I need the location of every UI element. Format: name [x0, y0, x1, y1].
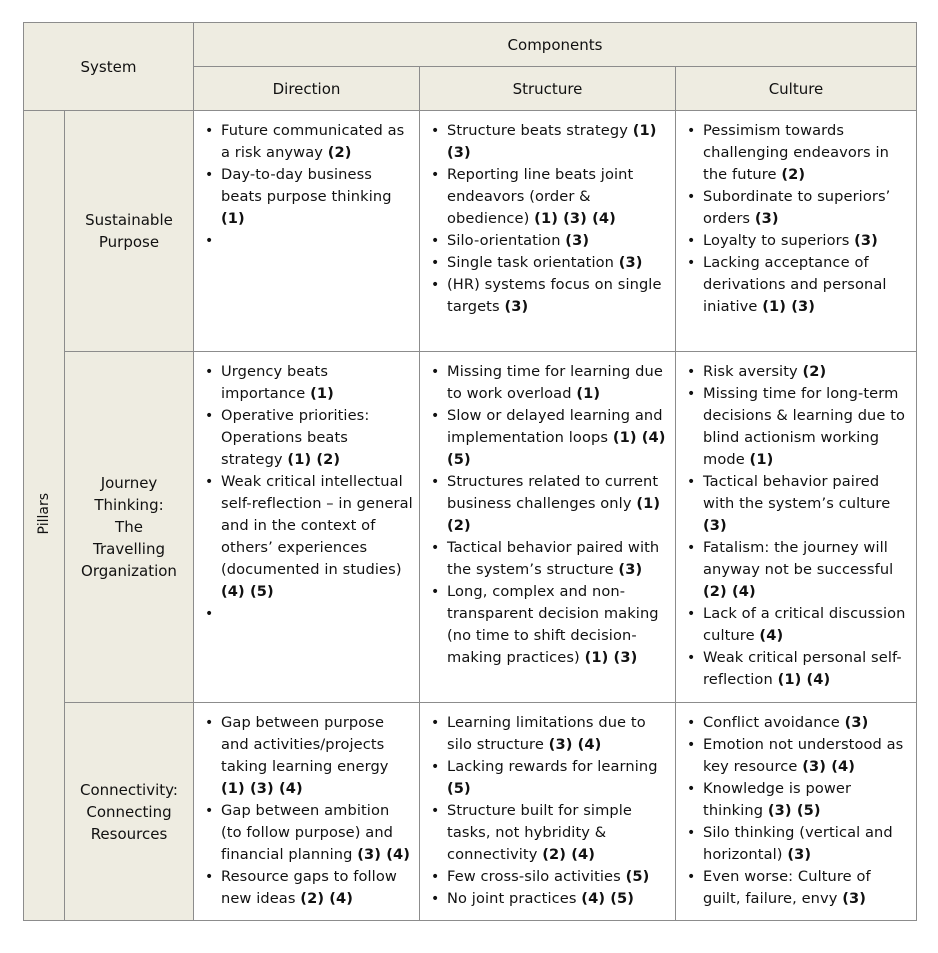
item-refs: (1) (3)	[762, 298, 816, 315]
column-header-direction	[194, 67, 420, 111]
item-text: Day-to-day business beats purpose thinking	[221, 166, 392, 205]
item-refs: (3)	[565, 232, 590, 249]
item-refs: (2) (4)	[300, 890, 354, 907]
item-text: (HR) systems focus on single targets	[447, 276, 662, 315]
cell-structure	[420, 352, 676, 703]
pillar-name-line: Purpose	[98, 233, 160, 251]
item-refs: (2) (4)	[703, 583, 756, 600]
list-item	[430, 800, 669, 866]
list-item	[686, 252, 910, 318]
list-item	[430, 888, 669, 910]
item-refs: (3) (4)	[802, 758, 856, 775]
pillars-label: Pillars	[36, 492, 52, 535]
pillar-name-line: Connecting	[86, 802, 172, 821]
item-text: Lacking rewards for learning	[447, 758, 658, 775]
item-refs: (3)	[618, 561, 643, 578]
list-item	[204, 800, 413, 866]
item-refs: (1)	[310, 385, 334, 402]
pillar-name-line: Sustainable	[85, 211, 173, 229]
list-item	[204, 866, 413, 910]
item-text: Structure built for simple tasks, not hybridity & connectivity	[447, 802, 632, 863]
item-text: Risk aversity	[703, 363, 798, 380]
list-item	[204, 120, 413, 164]
list-item	[430, 866, 669, 888]
item-text: Tactical behavior paired with the system’s culture	[703, 473, 891, 512]
item-text: Loyalty to superiors	[703, 232, 850, 249]
list-item	[430, 230, 669, 252]
item-text: Gap between ambition (to follow purpose) and financial planning	[221, 802, 394, 863]
system-header	[24, 23, 194, 111]
bullet-list	[676, 703, 916, 910]
bullet-list	[420, 703, 675, 910]
pillar-name-line: The	[115, 518, 143, 536]
bullet-list	[676, 352, 916, 691]
item-text: Weak critical intellectual self-reflection – in general and in the context of others’ experiences (documented in studies)	[221, 473, 413, 578]
item-text: Weak critical personal self-reflection	[703, 649, 902, 688]
item-refs: (4) (5)	[221, 583, 274, 600]
table-row	[24, 111, 917, 352]
item-refs: (1) (2)	[287, 451, 341, 468]
item-text: Silo thinking (vertical and horizontal)	[703, 824, 893, 863]
item-text: Emotion not understood as key resource	[703, 736, 904, 775]
item-text: Missing time for learning due to work overload	[447, 363, 663, 402]
barriers-table	[23, 22, 917, 921]
table-row	[24, 352, 917, 703]
item-refs: (1) (4)	[777, 671, 831, 688]
item-refs: (3)	[618, 254, 643, 271]
item-refs: (1) (3) (4)	[534, 210, 616, 227]
item-refs: (3) (4)	[357, 846, 411, 863]
item-refs: (3)	[842, 890, 867, 907]
list-item	[686, 230, 910, 252]
item-refs: (1)	[576, 385, 601, 402]
list-item	[204, 361, 413, 405]
list-item	[686, 822, 910, 866]
pillar-name-line: Resources	[90, 824, 168, 843]
pillars-header	[24, 111, 65, 921]
pillar-name	[65, 111, 194, 352]
list-item	[204, 471, 413, 603]
item-text: Gap between purpose and activities/projects taking learning energy	[221, 714, 389, 775]
item-refs: (3)	[854, 232, 878, 249]
bullet-list	[676, 111, 916, 318]
bullet-list	[194, 111, 419, 252]
list-item	[204, 405, 413, 471]
list-item	[430, 756, 669, 800]
item-text: Lacking acceptance of derivations and personal iniative	[703, 254, 887, 315]
item-refs: (2)	[802, 363, 827, 380]
list-item	[686, 712, 910, 734]
list-item	[204, 164, 413, 230]
list-item	[686, 734, 910, 778]
item-text: Slow or delayed learning and implementation loops	[447, 407, 663, 446]
item-text: Urgency beats importance	[221, 363, 329, 402]
list-item	[686, 186, 910, 230]
cell-culture	[676, 703, 917, 921]
item-refs: (1)	[749, 451, 774, 468]
item-refs: (4)	[759, 627, 784, 644]
item-refs: (1) (3) (4)	[221, 780, 303, 797]
item-text: Even worse: Culture of guilt, failure, envy	[703, 868, 871, 907]
list-item	[430, 361, 669, 405]
cell-structure	[420, 703, 676, 921]
column-header-label: Culture	[768, 79, 824, 98]
item-refs: (3)	[504, 298, 529, 315]
list-item	[430, 581, 669, 669]
item-text: Pessimism towards challenging endeavors in the future	[703, 122, 889, 183]
item-text: Fatalism: the journey will anyway not be successful	[703, 539, 894, 578]
pillar-name	[65, 352, 194, 703]
item-text: Few cross-silo activities	[447, 868, 621, 885]
pillar-name-line: Thinking:	[94, 496, 164, 514]
bullet-list	[194, 703, 419, 910]
column-header-label: Structure	[512, 79, 583, 98]
bullet-list	[420, 352, 675, 669]
item-text: Learning limitations due to silo structure	[447, 714, 646, 753]
pillar-name-line: Connectivity:	[80, 780, 178, 799]
list-item	[686, 647, 910, 691]
item-refs: (3)	[703, 517, 727, 534]
pillar-name-line: Journey	[100, 474, 158, 492]
item-text: Knowledge is power thinking	[703, 780, 852, 819]
item-refs: (3)	[754, 210, 779, 227]
item-refs: (1) (4) (5)	[447, 429, 666, 468]
list-item	[430, 164, 669, 230]
bullet-list	[420, 111, 675, 318]
item-text: Reporting line beats joint endeavors (order & obedience)	[447, 166, 634, 227]
list-item	[430, 537, 669, 581]
item-refs: (2)	[781, 166, 806, 183]
list-item	[204, 603, 413, 625]
list-item	[430, 405, 669, 471]
list-item	[686, 361, 910, 383]
list-item	[686, 778, 910, 822]
column-header-structure	[420, 67, 676, 111]
bullet-list	[194, 352, 419, 625]
list-item	[686, 866, 910, 910]
item-text: Silo-orientation	[447, 232, 561, 249]
item-text: Tactical behavior paired with the system’s structure	[447, 539, 660, 578]
components-header-label: Components	[507, 35, 603, 54]
item-refs: (3) (4)	[548, 736, 602, 753]
item-text: Structures related to current business challenges only	[447, 473, 659, 512]
item-refs: (5)	[625, 868, 650, 885]
list-item	[430, 471, 669, 537]
list-item	[686, 471, 910, 537]
cell-direction	[194, 111, 420, 352]
item-text: Structure beats strategy	[447, 122, 628, 139]
cell-direction	[194, 703, 420, 921]
item-refs: (1) (2)	[447, 495, 661, 534]
item-refs: (4) (5)	[581, 890, 635, 907]
list-item	[430, 274, 669, 318]
list-item	[204, 712, 413, 800]
cell-culture	[676, 111, 917, 352]
column-header-label: Direction	[272, 79, 341, 98]
list-item	[430, 712, 669, 756]
item-text: Lack of a critical discussion culture	[703, 605, 906, 644]
item-refs: (2)	[327, 144, 352, 161]
item-text: Future communicated as a risk anyway	[221, 122, 405, 161]
cell-structure	[420, 111, 676, 352]
item-text: Operative priorities: Operations beats strategy	[221, 407, 370, 468]
list-item	[430, 252, 669, 274]
item-refs: (1) (3)	[584, 649, 638, 666]
list-item	[686, 383, 910, 471]
list-item	[686, 537, 910, 603]
pillar-name-line: Organization	[81, 562, 177, 580]
item-text: Missing time for long-term decisions & learning due to blind actionism working mode	[703, 385, 906, 468]
table-row	[24, 703, 917, 921]
item-text: No joint practices	[447, 890, 577, 907]
item-refs: (3)	[787, 846, 812, 863]
item-refs: (3)	[844, 714, 869, 731]
column-header-culture	[676, 67, 917, 111]
item-text: Long, complex and non-transparent decision making (no time to shift decision-making practices)	[447, 583, 659, 666]
item-refs: (3) (5)	[767, 802, 821, 819]
item-text: Conflict avoidance	[703, 714, 840, 731]
item-refs: (5)	[447, 780, 471, 797]
system-header-label: System	[80, 57, 137, 76]
list-item	[430, 120, 669, 164]
item-refs: (1)	[221, 210, 245, 227]
components-header	[194, 23, 917, 67]
item-refs: (2) (4)	[542, 846, 596, 863]
item-refs: (1) (3)	[447, 122, 657, 161]
list-item	[686, 120, 910, 186]
item-text: Resource gaps to follow new ideas	[221, 868, 397, 907]
cell-direction	[194, 352, 420, 703]
item-text: Single task orientation	[447, 254, 614, 271]
pillar-name	[65, 703, 194, 921]
list-item	[686, 603, 910, 647]
pillar-name-line: Travelling	[93, 540, 165, 558]
list-item	[204, 230, 413, 252]
item-text: Subordinate to superiors’ orders	[703, 188, 891, 227]
cell-culture	[676, 352, 917, 703]
